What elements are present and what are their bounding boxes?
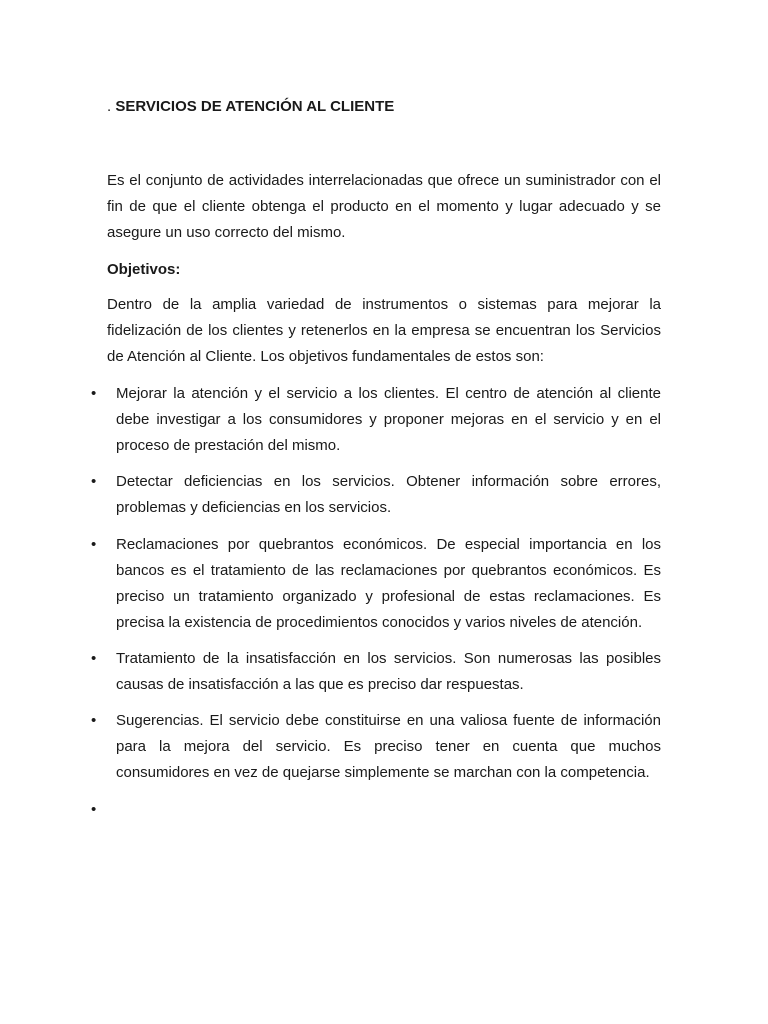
bullet-icon: •	[91, 385, 97, 402]
bullet-icon: •	[91, 536, 97, 553]
page-title	[107, 97, 394, 117]
list-item-text: Reclamaciones por quebrantos económicos. De especial importancia en los bancos es el tratamiento de las reclamaciones por quebrantos económicos. Es preciso un tratamiento organizado y profesional de estas reclamaciones. Es precisa la existencia de procedimientos conocidos y varios niveles de atención.	[116, 536, 661, 631]
list-item-text: Tratamiento de la insatisfacción en los servicios. Son numerosas las posibles causas de insatisfacción a las que es preciso dar respuestas.	[116, 650, 661, 693]
intro-paragraph: Es el conjunto de actividades interrelacionadas que ofrece un suministrador con el fin de que el cliente obtenga el producto en el momento y lugar adecuado y se asegure un uso correcto del mismo.	[107, 172, 661, 241]
title-text: SERVICIOS DE ATENCIÓN AL CLIENTE	[115, 98, 395, 115]
objectives-heading: Objetivos:	[107, 261, 181, 278]
list-item-text: Mejorar la atención y el servicio a los clientes. El centro de atención al cliente debe investigar a los consumidores y proponer mejoras en el servicio y en el proceso de prestación del mismo.	[116, 385, 661, 454]
objectives-paragraph: Dentro de la amplia variedad de instrumentos o sistemas para mejorar la fidelización de los clientes y retenerlos en la empresa se encuentran los Servicios de Atención al Cliente. Los objetivos fundamentales de estos son:	[107, 296, 661, 365]
bullet-icon: •	[91, 801, 97, 818]
list-item-text: Sugerencias. El servicio debe constituirse en una valiosa fuente de información para la mejora del servicio. Es preciso tener en cuenta que muchos consumidores en vez de quejarse simplemente se marchan con la competencia.	[116, 712, 661, 781]
list-item-text: Detectar deficiencias en los servicios. Obtener información sobre errores, problemas y deficiencias en los servicios.	[116, 473, 661, 516]
bullet-icon: •	[91, 473, 97, 490]
bullet-icon: •	[91, 712, 97, 729]
title-prefix: .	[107, 98, 116, 115]
bullet-icon: •	[91, 650, 97, 667]
